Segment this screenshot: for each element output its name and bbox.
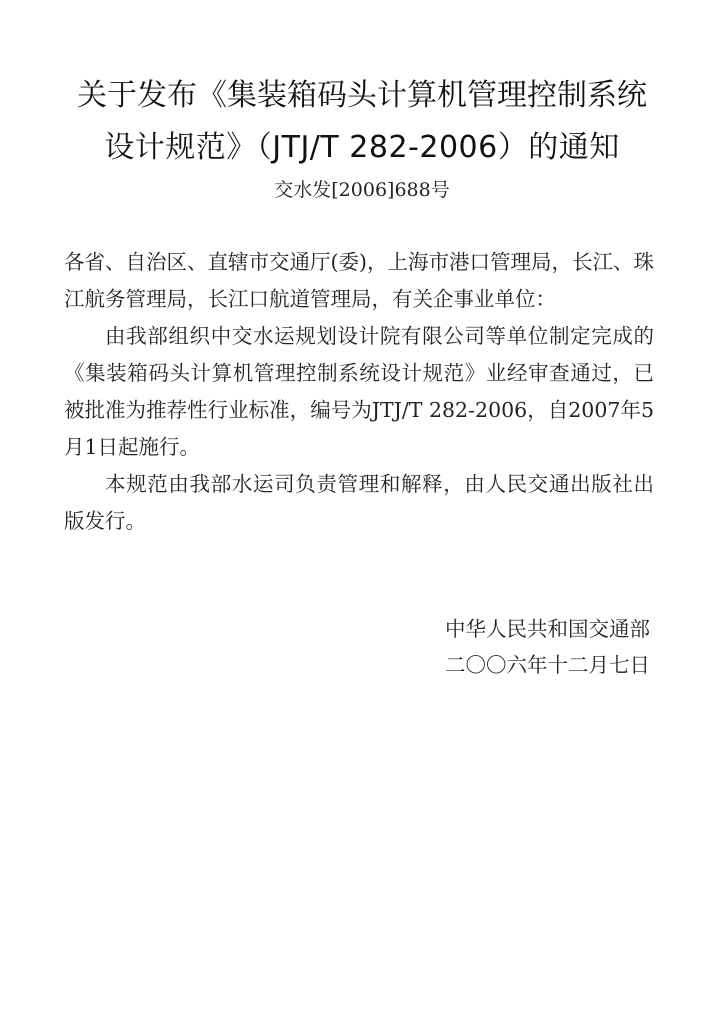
body-paragraph-1: 由我部组织中交水运规划设计院有限公司等单位制定完成的《集装箱码头计算机管理控制系统设计规范》业经审查通过，已被批准为推荐性行业标准，编号为JTJ/T 282-2006，自2007年5月1日起施行。 (64, 324, 654, 459)
document-number: 交水发[2006]688号 (274, 179, 450, 201)
notice-title-line-2: 设计规范》（JTJ/T 282-2006）的通知 (104, 130, 620, 165)
body-paragraph-2: 本规范由我部水运司负责管理和解释，由人民交通出版社出版发行。 (64, 472, 654, 533)
notice-title-line-1: 关于发布《集装箱码头计算机管理控制系统 (77, 78, 647, 113)
addressee-paragraph: 各省、自治区、直辖市交通厅(委)，上海市港口管理局，长江、珠江航务管理局，长江口航道管理局，有关企事业单位： (64, 250, 654, 311)
issue-date: 二〇〇六年十二月七日 (445, 653, 650, 677)
issuing-authority: 中华人民共和国交通部 (445, 617, 650, 641)
